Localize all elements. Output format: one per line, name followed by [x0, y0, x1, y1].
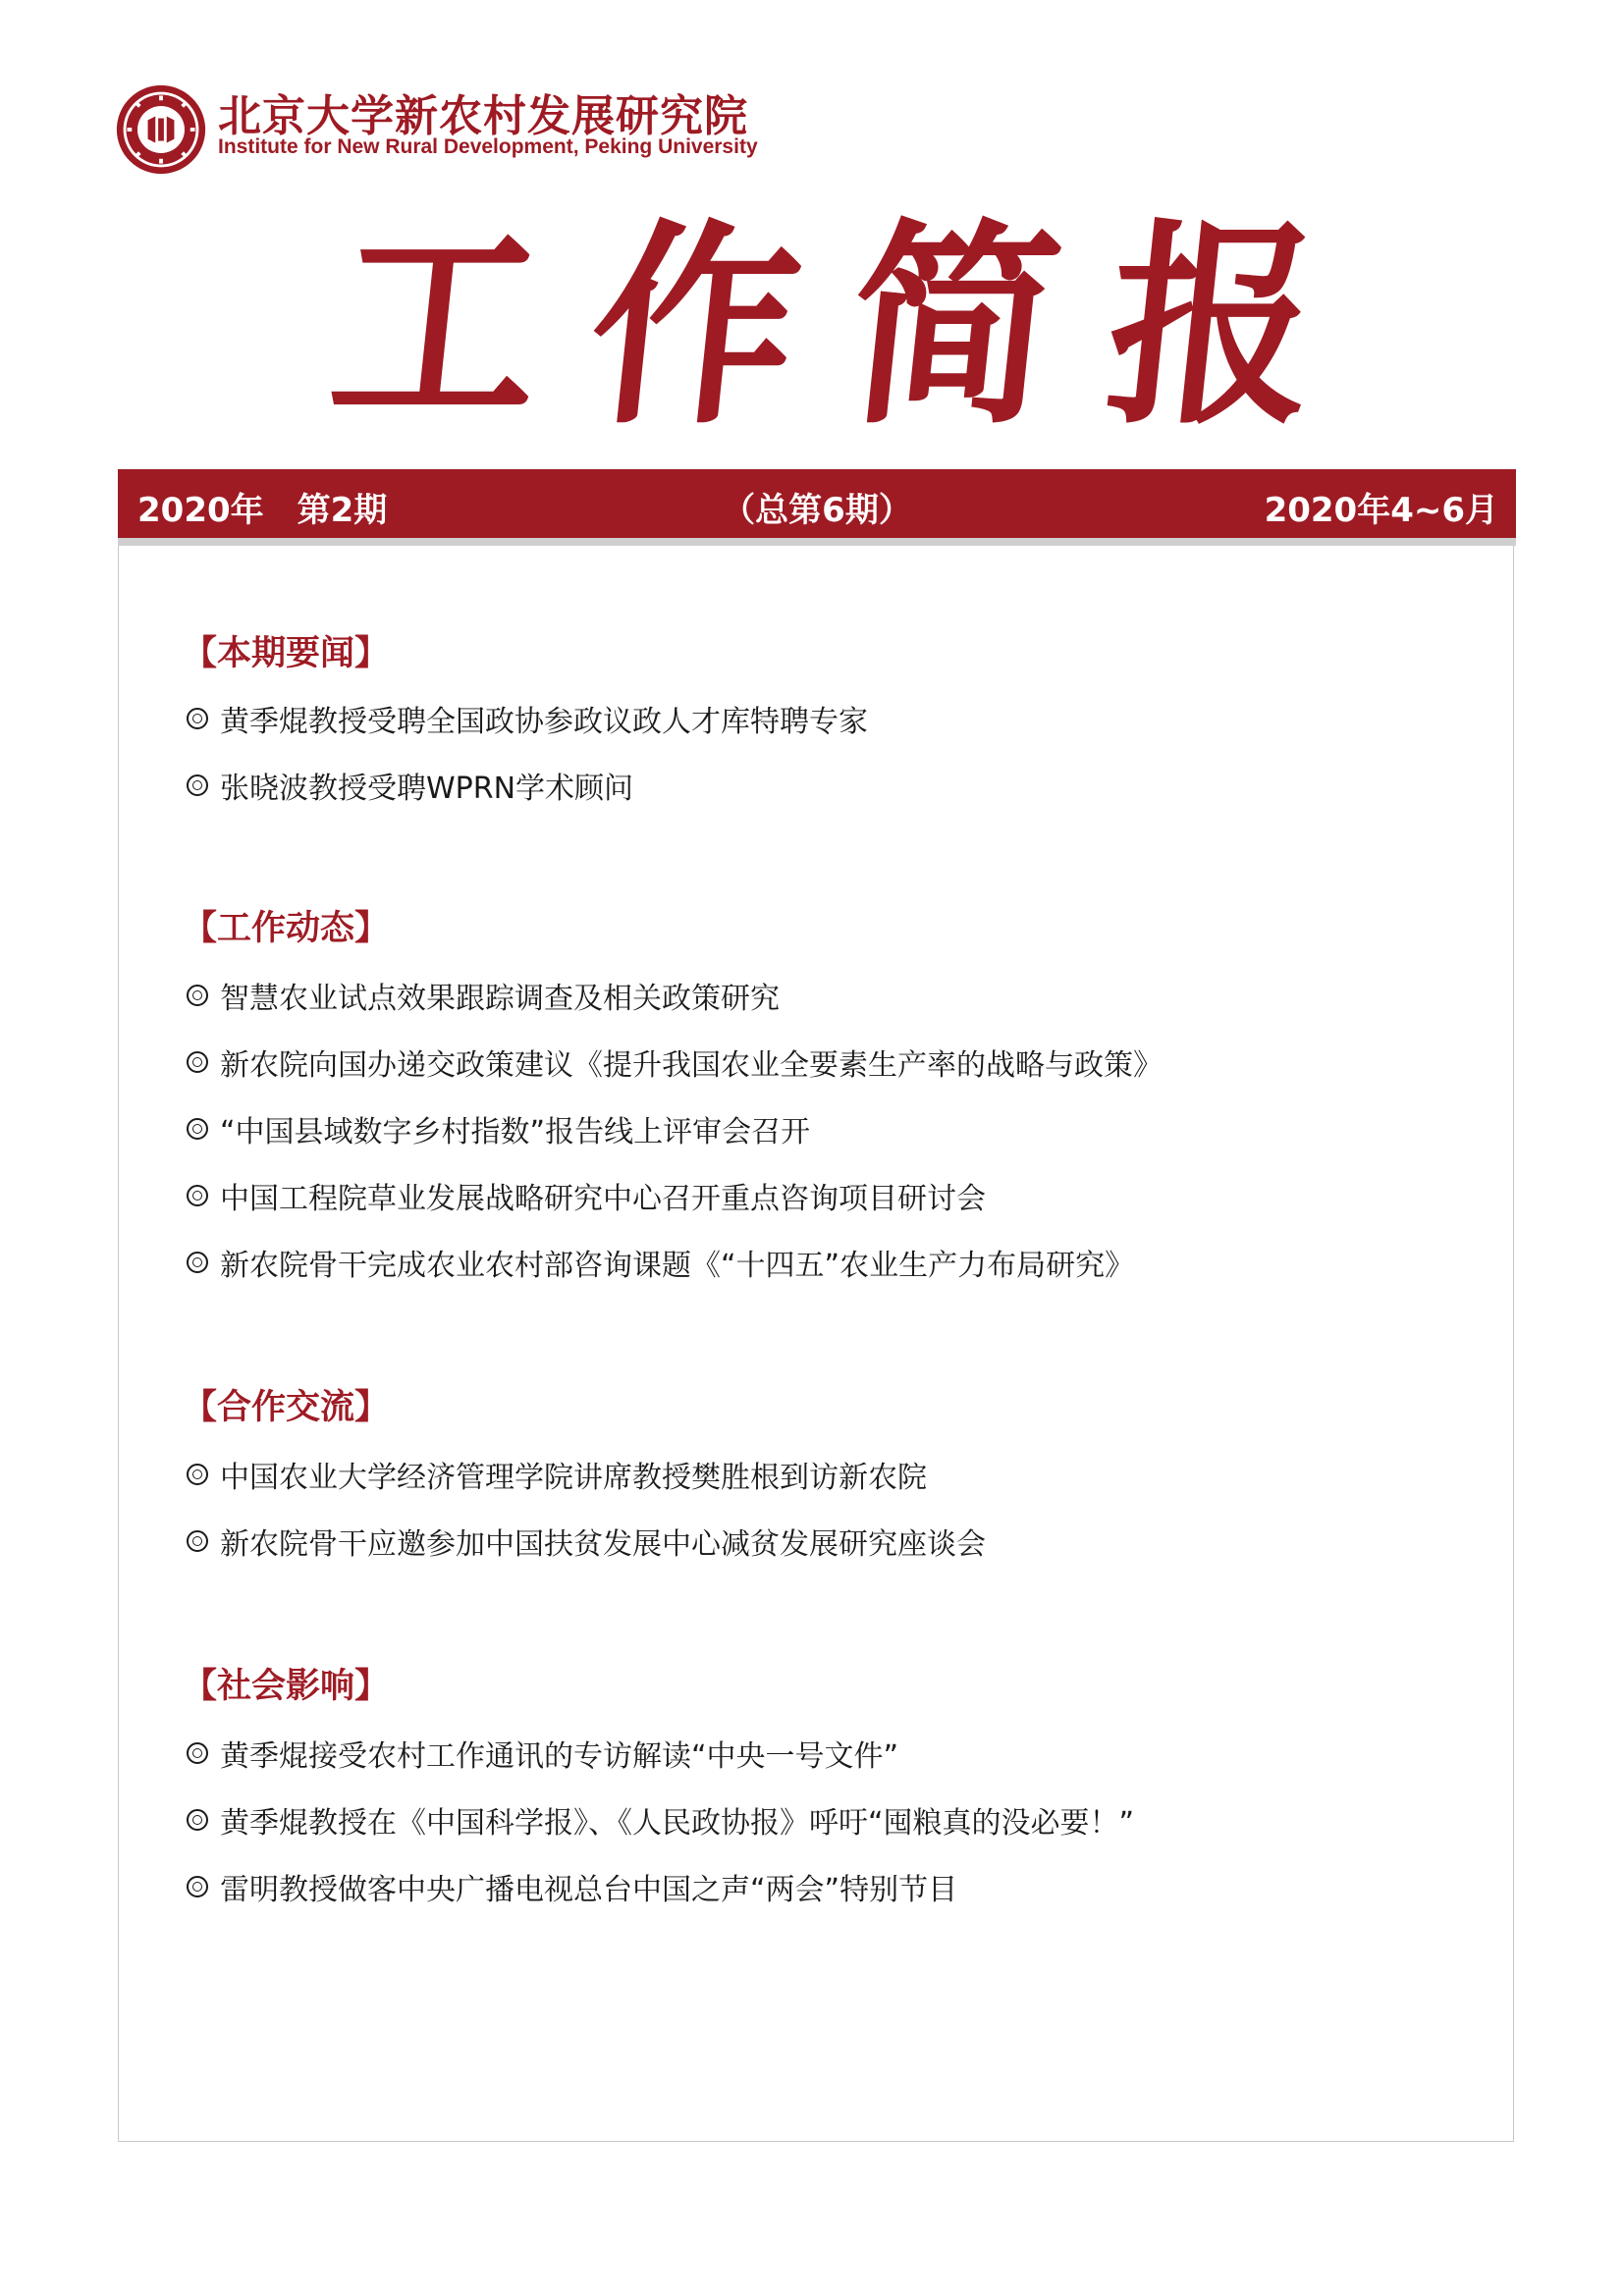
section-title-social-impact: 【社会影响】	[183, 1667, 390, 1706]
toc-item	[187, 1174, 986, 1217]
toc-item	[187, 974, 780, 1017]
toc-item-text: 新农院骨干完成农业农村部咨询课题《“十四五”农业生产力布局研究》	[220, 1249, 1135, 1283]
double-circle-bullet-icon	[187, 985, 208, 1006]
section-title-work-updates: 【工作动态】	[183, 909, 390, 948]
toc-item-text: 黄季焜教授受聘全国政协参政议政人才库特聘专家	[220, 705, 868, 739]
masthead-char: 工	[320, 198, 554, 454]
toc-item-text: 雷明教授做客中央广播电视总台中国之声“两会”特别节目	[220, 1873, 958, 1907]
toc-item	[187, 1865, 957, 1908]
toc-item-text: 中国工程院草业发展战略研究中心召开重点咨询项目研讨会	[220, 1182, 986, 1216]
issue-bar-shadow	[118, 538, 1516, 546]
toc-item-text: “中国县域数字乡村指数”报告线上评审会召开	[220, 1115, 811, 1149]
toc-item	[187, 1041, 1163, 1084]
issue-period: 2020年4~6月	[1264, 491, 1498, 530]
toc-item-text: 中国农业大学经济管理学院讲席教授樊胜根到访新农院	[220, 1461, 927, 1495]
section-title-highlights: 【本期要闻】	[183, 634, 390, 673]
toc-item	[187, 1241, 1134, 1284]
issue-info-bar	[118, 469, 1516, 538]
toc-item	[187, 1520, 986, 1563]
peking-university-seal-logo	[114, 82, 208, 177]
institute-name-cn: 北京大学新农村发展研究院	[218, 91, 748, 141]
toc-item	[187, 1107, 810, 1150]
toc-item	[187, 764, 633, 807]
issue-year-number: 2020年 第2期	[137, 491, 388, 530]
toc-item-text: 新农院骨干应邀参加中国扶贫发展中心减贫发展研究座谈会	[220, 1527, 986, 1562]
toc-item	[187, 1798, 1134, 1842]
section-title-cooperation: 【合作交流】	[183, 1388, 390, 1427]
double-circle-bullet-icon	[187, 1809, 208, 1831]
double-circle-bullet-icon	[187, 1185, 208, 1206]
toc-item-text: 张晓波教授受聘WPRN学术顾问	[220, 772, 634, 806]
double-circle-bullet-icon	[187, 1051, 208, 1073]
issue-total-number: （总第6期）	[722, 491, 912, 530]
double-circle-bullet-icon	[187, 1464, 208, 1485]
toc-item	[187, 1732, 898, 1775]
double-circle-bullet-icon	[187, 1876, 208, 1897]
double-circle-bullet-icon	[187, 1742, 208, 1764]
toc-item-text: 黄季焜教授在《中国科学报》、《人民政协报》呼吁“囤粮真的没必要！”	[220, 1806, 1135, 1841]
double-circle-bullet-icon	[187, 1252, 208, 1273]
double-circle-bullet-icon	[187, 774, 208, 796]
toc-item-text: 黄季焜接受农村工作通讯的专访解读“中央一号文件”	[220, 1739, 899, 1774]
masthead-char: 作	[578, 198, 813, 454]
toc-item-text: 智慧农业试点效果跟踪调查及相关政策研究	[220, 982, 780, 1016]
double-circle-bullet-icon	[187, 1118, 208, 1140]
masthead-char: 报	[1096, 198, 1329, 454]
double-circle-bullet-icon	[187, 1530, 208, 1552]
toc-item	[187, 697, 868, 740]
newsletter-masthead-title	[320, 185, 1329, 469]
toc-item-text: 新农院向国办递交政策建议《提升我国农业全要素生产率的战略与政策》	[220, 1048, 1163, 1083]
double-circle-bullet-icon	[187, 708, 208, 729]
toc-item	[187, 1453, 927, 1496]
institute-name-en: Institute for New Rural Development, Peking University	[218, 135, 758, 158]
masthead-char: 简	[838, 198, 1071, 454]
